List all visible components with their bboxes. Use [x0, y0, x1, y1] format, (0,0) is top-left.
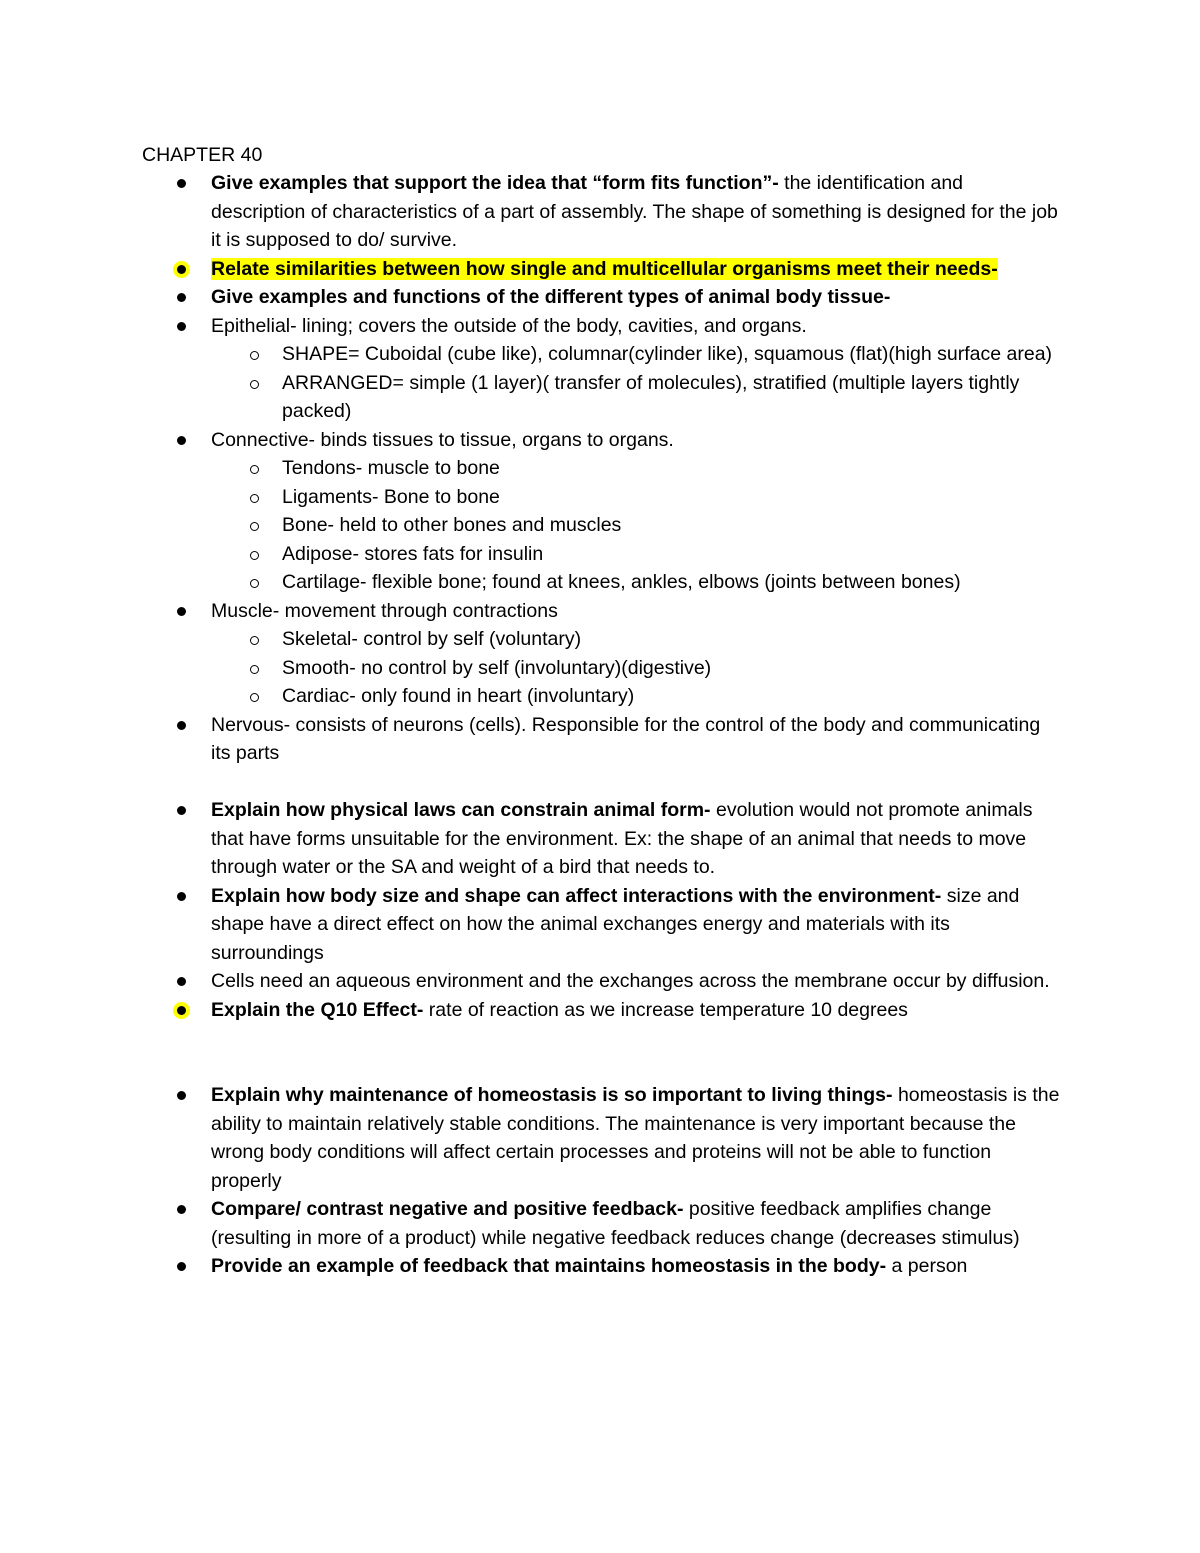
item-text: Ligaments- Bone to bone [282, 485, 500, 508]
item-question: Explain the Q10 Effect- [211, 998, 424, 1021]
hollow-bullet-icon [250, 579, 259, 588]
list-item [0, 312, 1200, 341]
item-text: Bone- held to other bones and muscles [282, 514, 622, 536]
sub-list-item [0, 454, 1200, 483]
hollow-bullet-icon [250, 636, 259, 645]
item-text: SHAPE= Cuboidal (cube like), columnar(cylinder like), squamous (flat)(high surface area) [282, 343, 1053, 365]
list-item [0, 882, 1200, 968]
hollow-bullet-icon [250, 693, 259, 702]
item-text: Connective- binds tissues to tissue, organs to organs. [211, 428, 674, 451]
item-text: Tendons- muscle to bone [282, 457, 500, 479]
bullet-icon [177, 1262, 186, 1271]
sub-list-item [0, 654, 1200, 683]
bullet-icon [177, 1205, 186, 1214]
item-question: Provide an example of feedback that maintains homeostasis in the body- [211, 1255, 887, 1277]
hollow-bullet-icon [250, 665, 259, 674]
item-text: Cartilage- flexible bone; found at knees, ankles, elbows (joints between bones) [282, 571, 961, 593]
item-question: Explain how body size and shape can affect interactions with the environment- [211, 884, 942, 907]
sub-list-item [0, 540, 1200, 569]
list-item [0, 967, 1200, 996]
bullet-icon [177, 607, 186, 616]
item-answer: evolution would not promote animals that have forms unsuitable for the environment. Ex: the shape of an animal that needs to move through water or the SA and weight of a bird that needs to. [211, 799, 1033, 878]
chapter-heading: CHAPTER 40 [142, 144, 263, 166]
hollow-bullet-icon [250, 522, 259, 531]
sub-list-item [0, 568, 1200, 597]
hollow-bullet-icon [250, 380, 259, 389]
sub-list-item [0, 682, 1200, 711]
item-text: Nervous- consists of neurons (cells). Responsible for the control of the body and communicating its parts [211, 713, 1041, 764]
item-text: Cells need an aqueous environment and the exchanges across the membrane occur by diffusion. [211, 970, 1050, 992]
bullet-icon [177, 265, 186, 274]
item-question: Compare/ contrast negative and positive feedback- [211, 1198, 684, 1220]
item-question: Explain how physical laws can constrain animal form- [211, 799, 711, 821]
list-item [0, 711, 1200, 768]
item-text: Epithelial- lining; covers the outside of the body, cavities, and organs. [211, 314, 807, 337]
item-question: Relate similarities between how single and multicellular organisms meet their needs- [211, 257, 998, 280]
list-item [0, 1081, 1200, 1195]
item-question: Explain why maintenance of homeostasis is so important to living things- [211, 1084, 893, 1106]
item-answer: rate of reaction as we increase temperature 10 degrees [423, 998, 908, 1021]
item-answer: a person [886, 1255, 968, 1277]
sub-list-item [0, 483, 1200, 512]
item-text: Smooth- no control by self (involuntary)(digestive) [282, 656, 712, 679]
item-text: ARRANGED= simple (1 layer)( transfer of molecules), stratified (multiple layers tightly packed) [282, 371, 1020, 422]
item-text: Skeletal- control by self (voluntary) [282, 628, 582, 650]
list-item [0, 426, 1200, 455]
sub-list-item [0, 369, 1200, 426]
item-text: Adipose- stores fats for insulin [282, 542, 544, 565]
item-answer: homeostasis is the ability to maintain relatively stable conditions. The maintenance is very important because the wrong body conditions will affect certain processes and proteins will not be able to function properly [211, 1084, 1060, 1192]
hollow-bullet-icon [250, 351, 259, 360]
bullet-icon [177, 1006, 186, 1015]
sub-list-item [0, 340, 1200, 369]
list-item [0, 1252, 1200, 1281]
list-item [0, 255, 1200, 284]
bullet-icon [177, 293, 186, 302]
list-item [0, 597, 1200, 626]
hollow-bullet-icon [250, 465, 259, 474]
hollow-bullet-icon [250, 494, 259, 503]
sub-list-item [0, 625, 1200, 654]
item-text: Cardiac- only found in heart (involuntary) [282, 685, 635, 707]
notes-list [0, 169, 1200, 1281]
bullet-icon [177, 322, 186, 331]
list-item [0, 1195, 1200, 1252]
bullet-icon [177, 179, 186, 188]
list-item [0, 283, 1200, 312]
item-answer: size and shape have a direct effect on how the animal exchanges energy and materials with its surroundings [211, 884, 1020, 964]
bullet-icon [177, 721, 186, 730]
bullet-icon [177, 806, 186, 815]
sub-list-item [0, 511, 1200, 540]
bullet-icon [177, 977, 186, 986]
list-item [0, 169, 1200, 255]
bullet-icon [177, 892, 186, 901]
item-answer: positive feedback amplifies change (resulting in more of a product) while negative feedback reduces change (decreases stimulus) [211, 1198, 1020, 1249]
item-text: Muscle- movement through contractions [211, 599, 558, 622]
item-question: Give examples and functions of the different types of animal body tissue- [211, 286, 891, 308]
list-item [0, 796, 1200, 882]
list-item [0, 996, 1200, 1025]
bullet-icon [177, 436, 186, 445]
item-answer: the identification and description of characteristics of a part of assembly. The shape of something is designed for the job it is supposed to do/ survive. [211, 172, 1058, 251]
bullet-icon [177, 1091, 186, 1100]
hollow-bullet-icon [250, 551, 259, 560]
item-question: Give examples that support the idea that “form fits function”- [211, 172, 779, 194]
